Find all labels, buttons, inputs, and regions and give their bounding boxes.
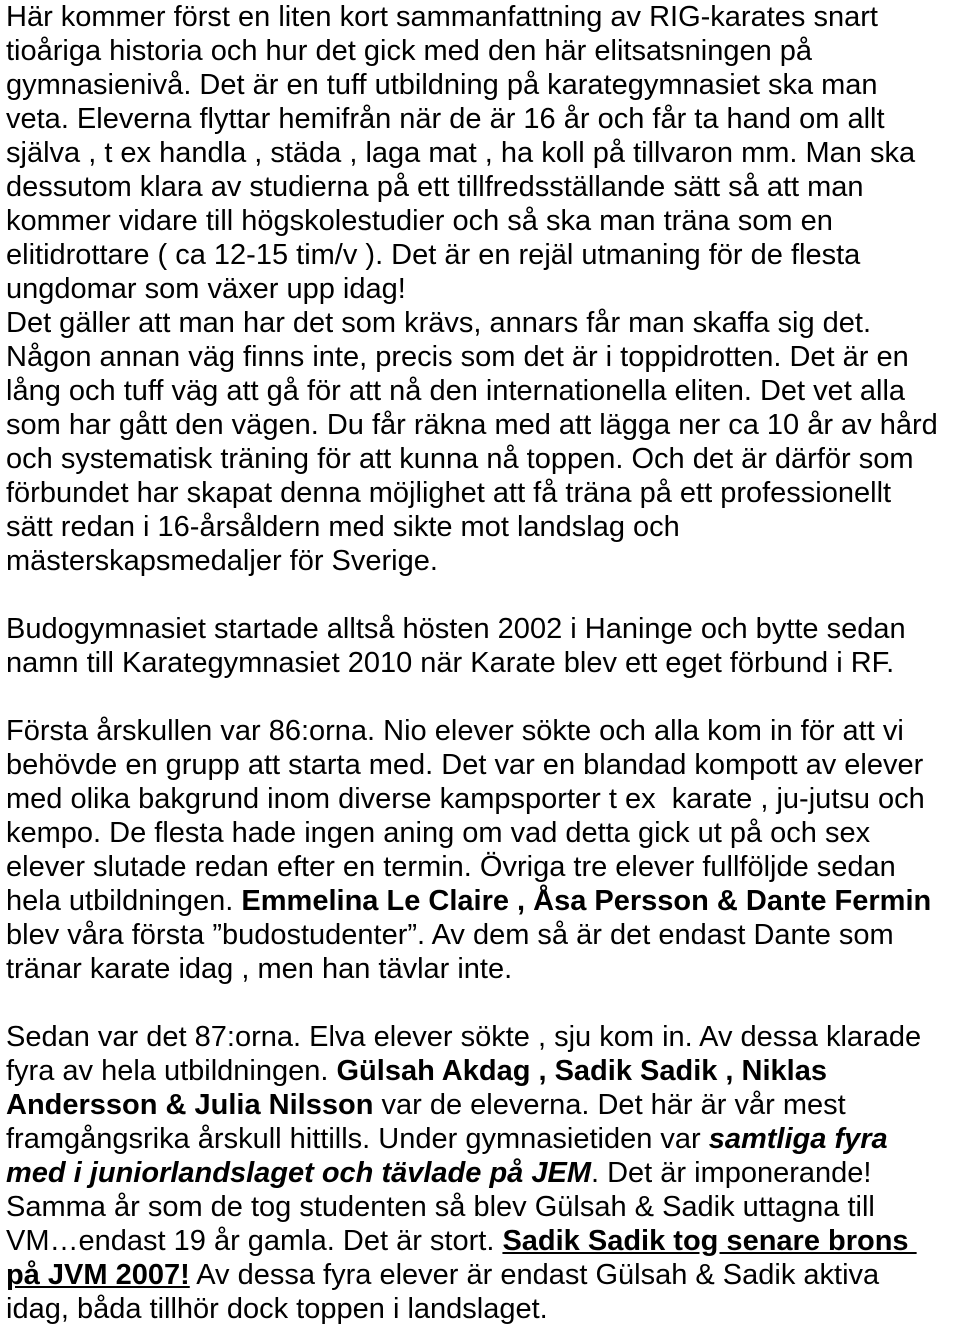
text-line [6, 1122, 954, 1156]
paragraph-second-class [6, 1020, 954, 1326]
text-segment: VM…endast 19 år gamla. Det är stort. [6, 1225, 503, 1257]
text-segment: . Det är imponerande! [590, 1157, 872, 1189]
paragraph-first-class [6, 714, 954, 986]
text-segment: Av dessa fyra elever är endast Gülsah & Sadik aktiva [189, 1259, 880, 1291]
text-line: Sedan var det 87:orna. Elva elever sökte , sju kom in. Av dessa klarade [6, 1021, 922, 1053]
text-segment: fyra av hela utbildningen. [6, 1055, 337, 1087]
text-line: Samma år som de tog studenten så blev Gülsah & Sadik uttagna till [6, 1191, 875, 1223]
paragraph-spacer [6, 578, 954, 612]
text-line: behövde en grupp att starta med. Det var en blandad kompott av elever [6, 749, 924, 781]
text-line [6, 884, 954, 918]
text-line: kempo. De flesta hade ingen aning om vad detta gick ut på och sex [6, 817, 871, 849]
text-line: ungdomar som växer upp idag! [6, 273, 406, 305]
text-line: namn till Karategymnasiet 2010 när Karate blev ett eget förbund i RF. [6, 647, 895, 679]
text-line: mästerskapsmedaljer för Sverige. [6, 545, 438, 577]
text-line: själva , t ex handla , städa , laga mat , ha koll på tillvaron mm. Man ska [6, 137, 916, 169]
text-line: gymnasienivå. Det är en tuff utbildning på karategymnasiet ska man [6, 69, 878, 101]
paragraph-budogymnasiet [6, 612, 954, 680]
text-line: elitidrottare ( ca 12-15 tim/v ). Det är en rejäl utmaning för de flesta [6, 239, 861, 271]
text-line: lång och tuff väg att gå för att nå den internationella eliten. Det vet alla [6, 375, 906, 407]
student-names-bold: Gülsah Akdag , Sadik Sadik , Niklas [336, 1055, 827, 1087]
text-line: sätt redan i 16-årsåldern med sikte mot landslag och [6, 511, 680, 543]
text-line: dessutom klara av studierna på ett tillfredsställande sätt så att man [6, 171, 864, 203]
text-line: Någon annan väg finns inte, precis som det är i toppidrotten. Det är en [6, 341, 909, 373]
text-line: kommer vidare till högskolestudier och så ska man träna som en [6, 205, 833, 237]
text-line: elever slutade redan efter en termin. Övriga tre elever fullföljde sedan [6, 851, 896, 883]
text-line: med olika bakgrund inom diverse kampsporter t ex karate , ju-jutsu och [6, 783, 925, 815]
text-line: veta. Eleverna flyttar hemifrån när de är 16 år och får ta hand om allt [6, 103, 885, 135]
document-page [6, 0, 954, 1326]
text-line: Här kommer först en liten kort sammanfattning av RIG-karates snart [6, 1, 878, 33]
text-line: idag, båda tillhör dock toppen i landslaget. [6, 1293, 548, 1325]
student-names-bold: Emmelina Le Claire , Åsa Persson & Dante Fermin [241, 885, 932, 917]
text-line: Det gäller att man har det som krävs, annars får man skaffa sig det. [6, 307, 872, 339]
text-line [6, 1224, 954, 1258]
student-names-bold: Andersson & Julia Nilsson [6, 1089, 374, 1121]
text-line: Första årskullen var 86:orna. Nio elever sökte och alla kom in för att vi [6, 715, 904, 747]
text-line [6, 1156, 954, 1190]
text-line: förbundet har skapat denna möjlighet att få träna på ett professionellt [6, 477, 892, 509]
text-line [6, 1054, 954, 1088]
text-line: och systematisk träning för att kunna nå toppen. Och det är därför som [6, 443, 914, 475]
text-line: tränar karate idag , men han tävlar inte. [6, 953, 513, 985]
emphasis-bold-italic: med i juniorlandslaget och tävlade på JEM [6, 1157, 591, 1189]
emphasis-bold-underline: på JVM 2007! [6, 1259, 190, 1291]
paragraph-intro [6, 0, 954, 578]
text-segment: framgångsrika årskull hittills. Under gymnasietiden var [6, 1123, 709, 1155]
text-line: Budogymnasiet startade alltså hösten 2002 i Haninge och bytte sedan [6, 613, 906, 645]
emphasis-bold-underline: Sadik Sadik tog senare brons [502, 1225, 917, 1257]
text-line: blev våra första ”budostudenter”. Av dem så är det endast Dante som [6, 919, 894, 951]
paragraph-spacer [6, 680, 954, 714]
text-segment: var de eleverna. Det här är vår mest [373, 1089, 846, 1121]
text-segment: hela utbildningen. [6, 885, 242, 917]
text-line: tioåriga historia och hur det gick med den här elitsatsningen på [6, 35, 813, 67]
text-line [6, 1088, 954, 1122]
paragraph-spacer [6, 986, 954, 1020]
emphasis-bold-italic: samtliga fyra [708, 1123, 888, 1155]
text-line [6, 1258, 954, 1292]
text-line: som har gått den vägen. Du får räkna med att lägga ner ca 10 år av hård [6, 409, 938, 441]
